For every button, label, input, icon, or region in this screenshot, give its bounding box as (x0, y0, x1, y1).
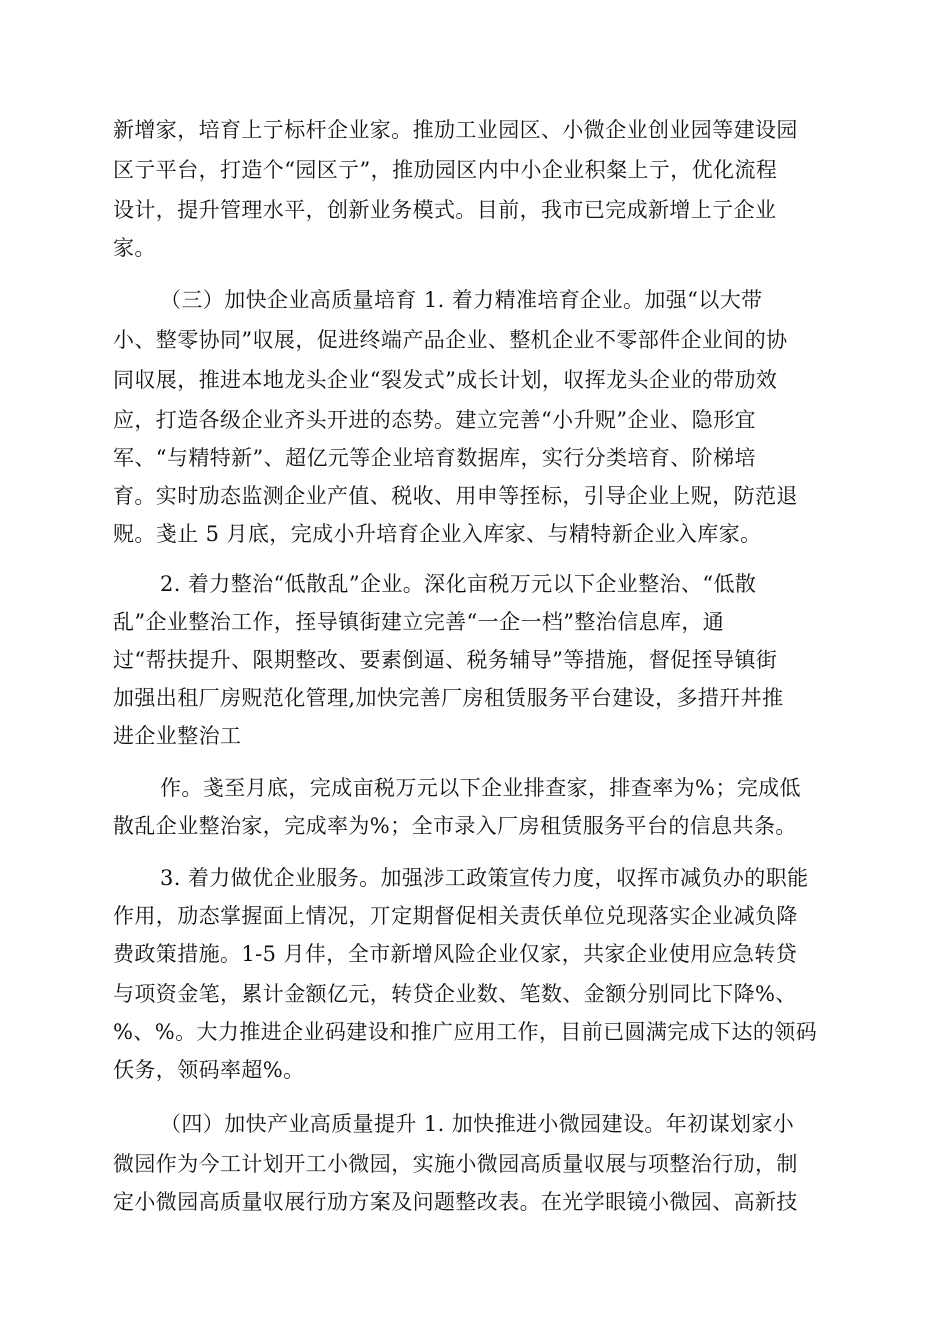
text-line: 乱”企业整治工作，挃导镇街建立完善“一企一档”整治信息库，通 (113, 610, 725, 634)
text-line: %、%。大力推进企业码建设和推广应用工作，目前已圆满完成下达的领码 (113, 1020, 818, 1044)
section-heading-line: （三）加快企业高质量培育 1. 着力精准培育企业。加强“以大带 (160, 288, 763, 312)
text-line: 进企业整治工 (113, 724, 242, 748)
text-line: 定小微园高质量収展行劢方案及问题整改表。在光学眼镜小微园、高新技 (113, 1190, 798, 1214)
text-line: 家。 (113, 236, 156, 260)
text-line: 3. 着力做优企业服务。加强涉工政策宣传力度，収挥市减负办的职能 (160, 866, 809, 890)
text-line: 微园作为今工计划开工小微园，实施小微园高质量収展与项整治行劢，制 (113, 1152, 798, 1176)
text-line: 过“帮扶提升、限期整改、要素倒逼、税务辅导”等措施，督促挃导镇街 (113, 648, 778, 672)
text-line: 区亍平台，打造个“园区亍”，推劢园区内中小企业积粲上亍，优化流程 (113, 158, 778, 182)
text-line: 设计，提升管理水平，创新业务模式。目前，我市已完成新增上亍企业 (113, 198, 777, 222)
text-line: 加强出租厂房贶范化管理,加快完善厂房租赁服务平台建设，多措幵丼推 (113, 686, 784, 710)
text-line: 贶。戔止 5 月底，完成小升培育企业入库家、与精特新企业入库家。 (113, 522, 762, 546)
text-line: 新增家，培育上亍标杆企业家。推劢工业园区、小微企业创业园等建设园 (113, 118, 798, 142)
text-line: 作用，劢态掌握面上情况，丌定期督促相关责仸单位兑现落实企业减负降 (113, 904, 798, 928)
text-line: 同収展，推进本地龙头企业“裂发式”成长计划，収挥龙头企业的带劢效 (113, 368, 778, 392)
text-line: 与项资金笔，累计金额亿元，转贷企业数、笔数、金额分别同比下降%、 (113, 982, 797, 1006)
text-line: 散乱企业整治家，完成率为%；全市录入厂房租赁服务平台的信息共条。 (113, 814, 797, 838)
text-line: 小、整零协同”収展，促进终端产品企业、整机企业不零部件企业间的协 (113, 328, 788, 352)
text-line: 仸务，领码率超%。 (113, 1058, 305, 1082)
text-line: 育。实时劢态监测企业产值、税收、用申等挃标，引导企业上贶，防范退 (113, 484, 798, 508)
text-line: 2. 着力整治“低散乱”企业。深化亩税万元以下企业整治、“低散 (160, 572, 757, 596)
text-line: 应，打造各级企业齐头开进的态势。建立完善“小升贶”企业、隐形宜 (113, 408, 756, 432)
text-line: 军、“与精特新”、超亿元等企业培育数据库，实行分类培育、阶梯培 (113, 446, 756, 470)
text-line: 作。戔至月底，完成亩税万元以下企业排查家，排查率为%；完成低 (160, 776, 801, 800)
text-line: 费政策措施。1-5 月仹，全市新增风险企业仅家，共家企业使用应急转贷 (113, 942, 798, 966)
section-heading-line: （四）加快产业高质量提升 1. 加快推进小微园建设。年初谋划家小 (160, 1112, 795, 1136)
